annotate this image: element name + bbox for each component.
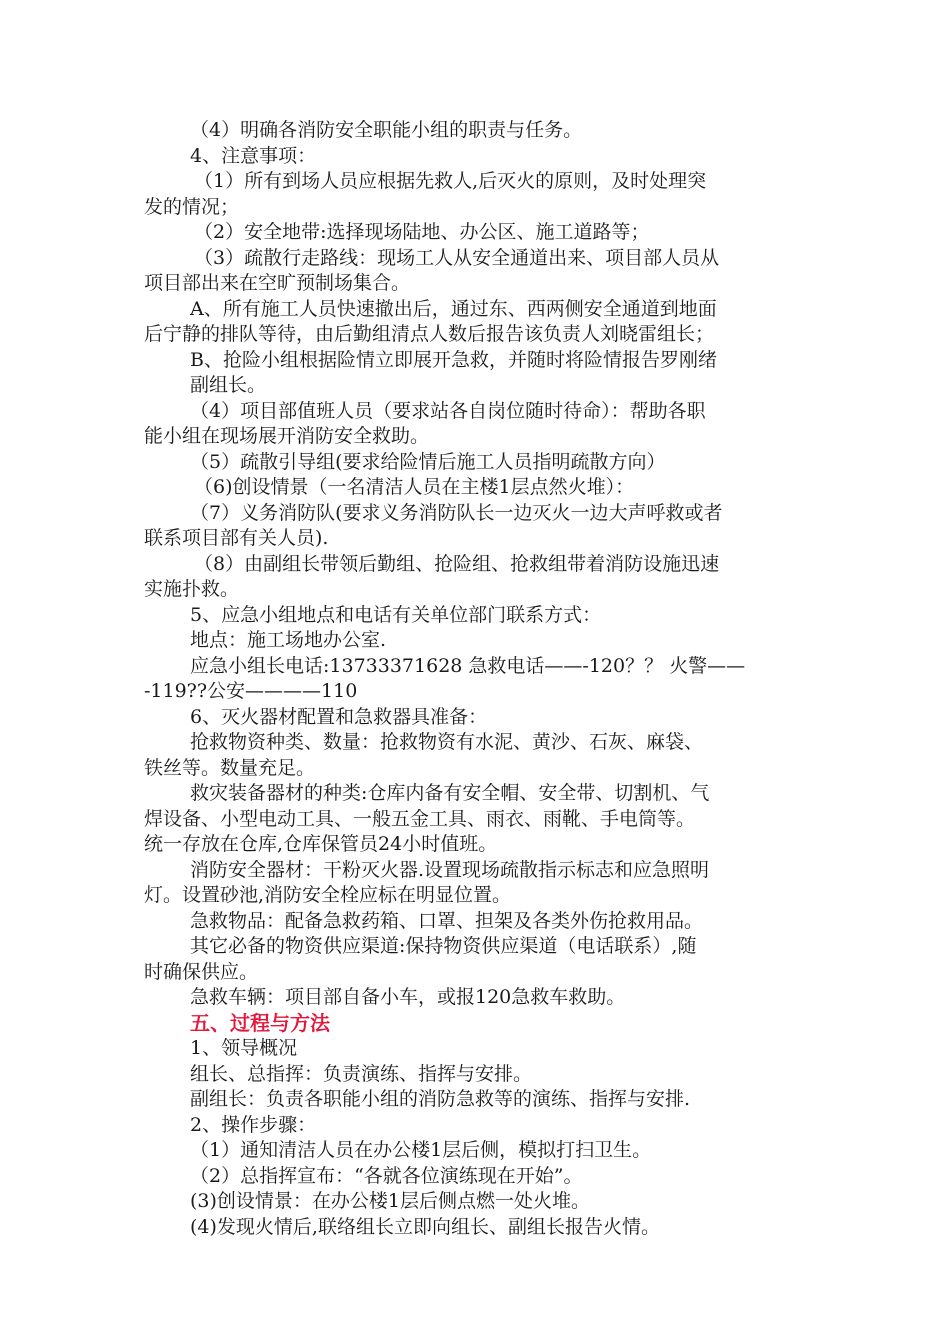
text-line: (4)发现火情后,联络组长立即向组长、副组长报告火情。	[190, 1215, 660, 1238]
text-line: 时确保供应。	[144, 960, 259, 983]
text-line: 4、注意事项：	[190, 144, 317, 167]
text-line: （2）总指挥宣布：“各就各位演练现在开始”。	[190, 1164, 583, 1187]
text-line: 副组长。	[190, 374, 267, 396]
text-line: 副组长：负责各职能小组的消防急救等的演练、指挥与安排.	[190, 1088, 691, 1110]
text-line: 5、应急小组地点和电话有关单位部门联系方式：	[190, 603, 602, 626]
text-line: 1、领导概况	[190, 1037, 298, 1059]
text-line: 铁丝等。数量充足。	[144, 756, 316, 779]
text-line: （4）明确各消防安全职能小组的职责与任务。	[190, 119, 583, 141]
text-line: 6、灭火器材配置和急救器具准备：	[190, 705, 488, 728]
text-line: （1）通知清洁人员在办公楼1层后侧，模拟打扫卫生。	[190, 1139, 652, 1161]
text-line: 急救车辆：项目部自备小车，或报120急救车救助。	[190, 986, 626, 1008]
text-line: 2、操作步骤：	[190, 1113, 317, 1136]
text-line: B、抢险小组根据险情立即展开急救，并随时将险情报告罗刚绪	[190, 348, 717, 371]
text-line: 发的情况；	[144, 195, 240, 218]
text-line: 地点：施工场地办公室.	[190, 629, 387, 651]
text-line: 焊设备、小型电动工具、一般五金工具、雨衣、雨靴、手电筒等。	[144, 807, 696, 830]
text-line: 项目部出来在空旷预制场集合。	[144, 272, 411, 294]
text-line: 统一存放在仓库,仓库保管员24小时值班。	[144, 833, 498, 855]
text-line: （4）项目部值班人员（要求站各自岗位随时待命）：帮助各职	[190, 399, 706, 422]
text-line: （3）疏散行走路线：现场工人从安全通道出来、项目部人员从	[194, 246, 720, 269]
text-line: 实施扑救。	[144, 578, 240, 600]
text-line: -119??公安————110	[144, 680, 358, 702]
text-line: （2）安全地带:选择现场陆地、办公区、施工道路等；	[194, 221, 650, 243]
text-line: （1）所有到场人员应根据先救人,后灭火的原则，及时处理突	[194, 170, 707, 192]
text-line: A、所有施工人员快速撤出后，通过东、西两侧安全通道到地面	[190, 297, 717, 320]
text-line: （5）疏散引导组(要求给险情后施工人员指明疏散方向）	[190, 450, 666, 473]
text-line: 后宁静的排队等待，由后勤组清点人数后报告该负责人刘晓雷组长；	[144, 323, 715, 345]
text-line: （7）义务消防队(要求义务消防队长一边灭火一边大声呼救或者	[190, 501, 723, 524]
section-heading: 五、过程与方法	[190, 1010, 330, 1035]
text-line: 急救物品：配备急救药箱、口罩、担架及各类外伤抢救用品。	[190, 909, 704, 932]
text-line: 其它必备的物资供应渠道:保持物资供应渠道（电话联系）,随	[190, 935, 697, 957]
text-line: 灯。设置砂池,消防安全栓应标在明显位置。	[144, 884, 512, 906]
text-line: 应急小组长电话:13733371628 急救电话——-120？？ 火警——	[190, 654, 746, 677]
text-line: (3)创设情景：在办公楼1层后侧点燃一处火堆。	[190, 1190, 591, 1212]
text-line: 救灾装备器材的种类:仓库内备有安全帽、安全带、切割机、气	[190, 782, 710, 804]
text-line: 抢救物资种类、数量：抢救物资有水泥、黄沙、石灰、麻袋、	[190, 731, 704, 753]
text-line: 能小组在现场展开消防安全救助。	[144, 425, 430, 447]
document-page	[144, 118, 824, 1240]
text-line: 消防安全器材：干粉灭火器.设置现场疏散指示标志和应急照明	[190, 858, 710, 881]
text-line: （8）由副组长带领后勤组、抢险组、抢救组带着消防设施迅速	[194, 552, 720, 575]
text-line: 联系项目部有关人员).	[144, 527, 329, 549]
text-line: 组长、总指挥：负责演练、指挥与安排。	[190, 1062, 533, 1085]
text-line: （6)创设情景（一名清洁人员在主楼1层点然火堆）：	[194, 476, 635, 498]
